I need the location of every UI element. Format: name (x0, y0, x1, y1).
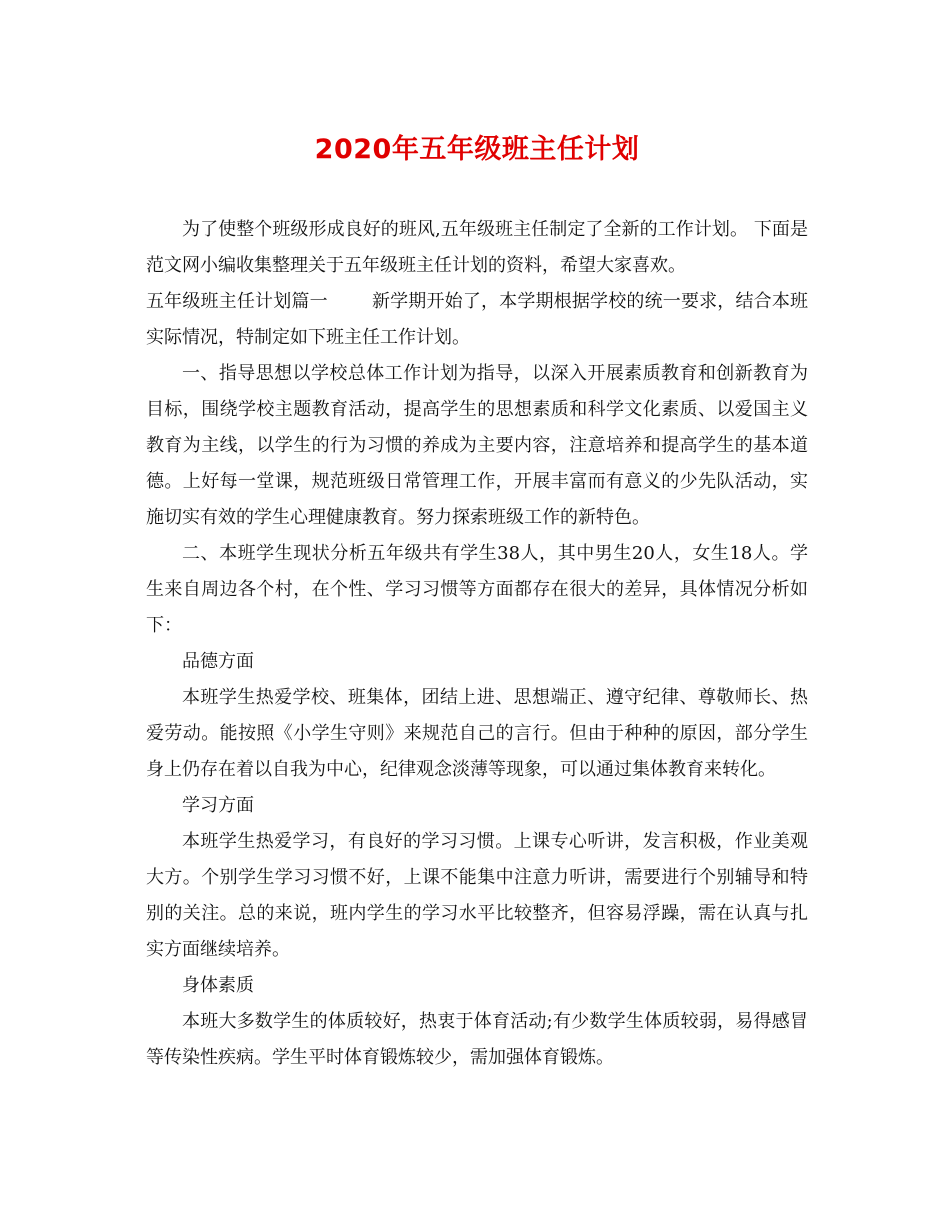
section-guiding-thought: 一、指导思想以学校总体工作计划为指导，以深入开展素质教育和创新教育为目标，围绕学校主题教育活动，提高学生的思想素质和科学文化素质、以爱国主义教育为主线，以学生的行为习惯的养成为主要内容，注意培养和提高学生的基本道德。上好每一堂课，规范班级日常管理工作，开展丰富而有意义的少先队活动，实施切实有效的学生心理健康教育。努力探索班级工作的新特色。 (146, 363, 808, 528)
morality-paragraph: 本班学生热爱学校、班集体，团结上进、思想端正、遵守纪律、尊敬师长、热爱劳动。能按照《小学生守则》来规范自己的言行。但由于种种的原因，部分学生身上仍存在着以自我为中心，纪律观念淡薄等现象，可以通过集体教育来转化。 (146, 687, 808, 780)
part-one-paragraph (146, 284, 808, 356)
physical-paragraph: 本班大多数学生的体质较好，热衷于体育活动;有少数学生体质较弱，易得感冒等传染性疾病。学生平时体育锻炼较少，需加强体育锻炼。 (146, 1011, 808, 1068)
physical-heading: 身体素质 (182, 975, 254, 996)
study-paragraph: 本班学生热爱学习，有良好的学习习惯。上课专心听讲，发言积极，作业美观大方。个别学生学习习惯不好，上课不能集中注意力听讲，需要进行个别辅导和特别的关注。总的来说，班内学生的学习水平比较整齐，但容易浮躁，需在认真与扎实方面继续培养。 (146, 831, 808, 960)
section-student-analysis: 二、本班学生现状分析五年级共有学生38人，其中男生20人，女生18人。学生来自周边各个村，在个性、学习习惯等方面都存在很大的差异，具体情况分析如下： (146, 543, 808, 636)
intro-paragraph: 为了使整个班级形成良好的班风,五年级班主任制定了全新的工作计划。 下面是范文网小编收集整理关于五年级班主任计划的资料，希望大家喜欢。 (146, 219, 808, 276)
document-title: 2020年五年级班主任计划 (314, 134, 640, 165)
document-content (146, 130, 808, 1076)
study-heading: 学习方面 (182, 795, 254, 816)
part-intro: 新学期开始了，本学期根据学校的统一要求，结合本班实际情况，特制定如下班主任工作计划。 (146, 291, 808, 348)
part-heading: 五年级班主任计划篇一 (146, 291, 328, 312)
morality-heading: 品德方面 (182, 651, 254, 672)
